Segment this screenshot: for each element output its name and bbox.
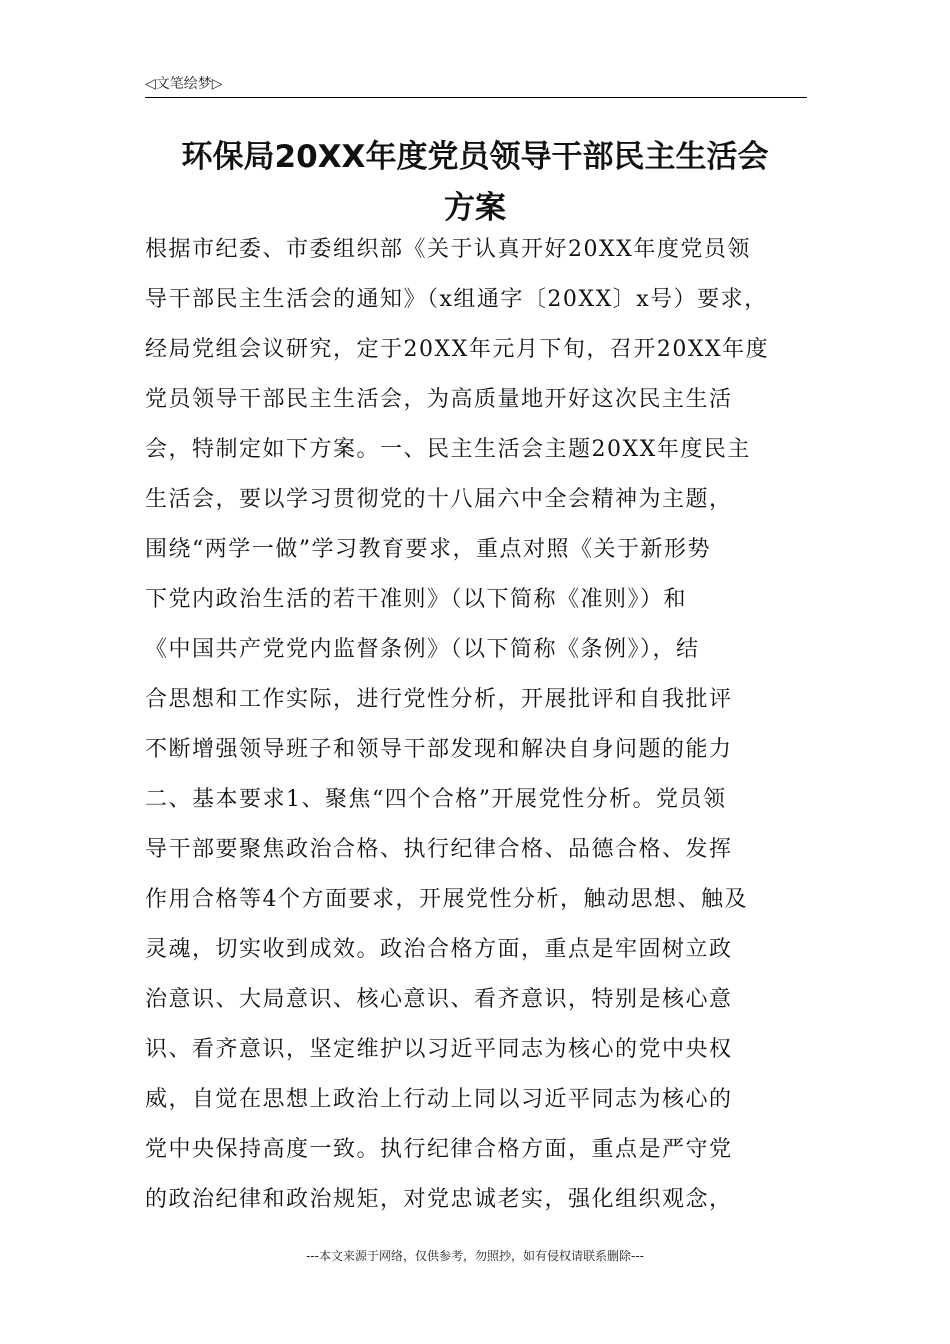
body-line: 经局党组会议研究，定于20XX年元月下旬，召开20XX年度: [145, 337, 770, 362]
body-line: 会，特制定如下方案。一、民主生活会主题20XX年度民主: [145, 437, 751, 462]
body-line: 党中央保持高度一致。执行纪律合格方面，重点是严守党: [145, 1137, 733, 1162]
body-line: 不断增强领导班子和领导干部发现和解决自身问题的能力: [145, 737, 733, 762]
body-line: 灵魂，切实收到成效。政治合格方面，重点是牢固树立政: [145, 937, 733, 962]
footer-disclaimer: ---本文来源于网络，仅供参考，勿照抄，如有侵权请联系删除---: [306, 1249, 644, 1263]
body-line: 下党内政治生活的若干准则》（以下简称《准则》）和: [145, 587, 688, 612]
body-line: 生活会，要以学习贯彻党的十八届六中全会精神为主题，: [145, 487, 733, 512]
body-line: 合思想和工作实际，进行党性分析，开展批评和自我批评: [145, 687, 733, 712]
body-line: 导干部民主生活会的通知》（x组通字〔20XX〕x号）要求，: [145, 287, 768, 312]
body-line: 二、基本要求1、聚焦“四个合格”开展党性分析。党员领: [145, 787, 727, 812]
body-line: 《中国共产党党内监督条例》（以下简称《条例》），结: [145, 637, 700, 662]
document-body: [145, 225, 825, 1225]
body-line: 的政治纪律和政治规矩，对党忠诚老实，强化组织观念，: [145, 1187, 733, 1212]
body-line: 威，自觉在思想上政治上行动上同以习近平同志为核心的: [145, 1087, 733, 1112]
body-line: 识、看齐意识，坚定维护以习近平同志为核心的党中央权: [145, 1037, 733, 1062]
body-line: 导干部要聚焦政治合格、执行纪律合格、品德合格、发挥: [145, 837, 733, 862]
document-title-line-2: 方案: [444, 190, 506, 226]
header-brand: ◁文笔绘梦▷: [145, 76, 223, 92]
body-line: 围绕“两学一做”学习教育要求，重点对照《关于新形势: [145, 537, 711, 562]
body-line: 党员领导干部民主生活会，为高质量地开好这次民主生活: [145, 387, 733, 412]
header-rule: [145, 97, 807, 98]
body-line: 作用合格等4个方面要求，开展党性分析，触动思想、触及: [145, 887, 748, 912]
body-line: 治意识、大局意识、核心意识、看齐意识，特别是核心意: [145, 987, 733, 1012]
document-title-line-1: 环保局20XX年度党员领导干部民主生活会: [181, 139, 769, 175]
body-line: 根据市纪委、市委组织部《关于认真开好20XX年度党员领: [145, 237, 751, 262]
